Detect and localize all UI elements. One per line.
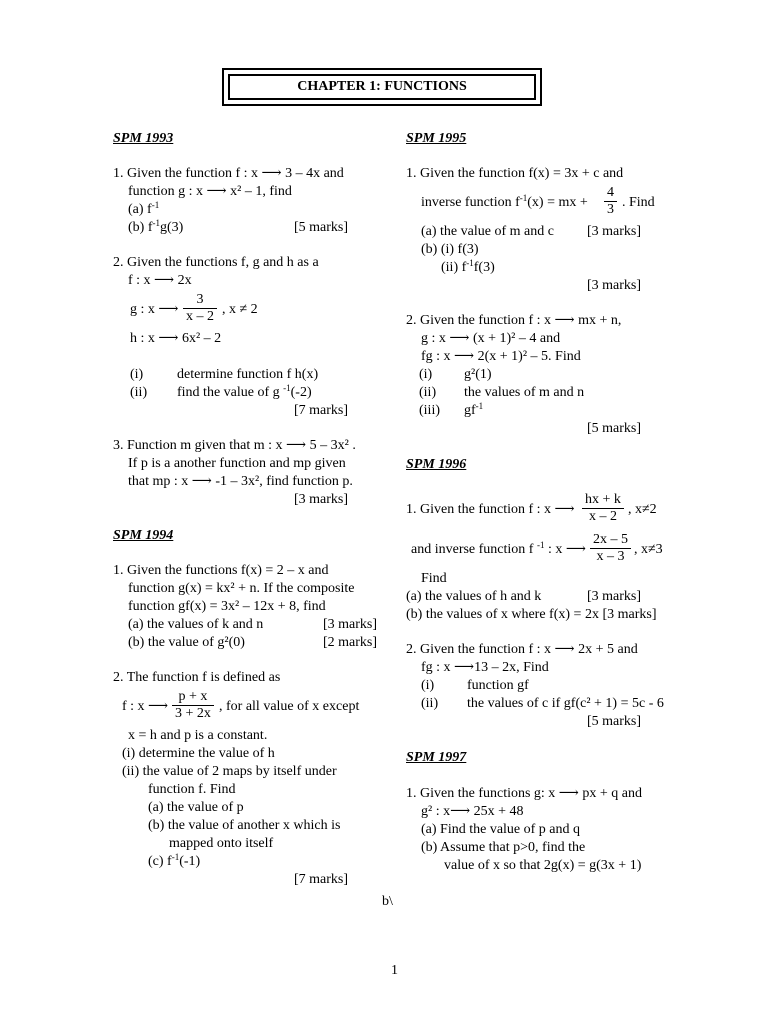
q1994-2-a: (a) the value of p xyxy=(148,800,244,815)
q1994-1-line2: function g(x) = kx² + n. If the composite xyxy=(128,581,355,596)
q1994-1-line1: 1. Given the functions f(x) = 2 – x and xyxy=(113,563,329,578)
q1993-2-ii-label: (ii) xyxy=(130,385,148,400)
heading-spm-1995: SPM 1995 xyxy=(406,131,467,146)
chapter-title-box xyxy=(222,68,542,106)
q1994-1-line3: function gf(x) = 3x² – 12x + 8, find xyxy=(128,599,326,614)
q1995-1-marks: [3 marks] xyxy=(587,278,642,293)
q1993-2-g-lhs: g : x ⟶ xyxy=(130,302,179,317)
q1995-2-line2: g : x ⟶ (x + 1)² – 4 and xyxy=(421,331,561,346)
q1996-1-fraction: $\frac{hx + k}{x - 2}$ xyxy=(582,492,624,525)
q1997-1-b-line2: value of x so that 2g(x) = g(3x + 1) xyxy=(444,858,642,873)
q1995-2-iii-label: (iii) xyxy=(419,403,440,418)
q1996-1-inv-fraction: $\frac{2x - 5}{x - 3}$ xyxy=(590,532,631,565)
q1994-2-line1: 2. The function f is defined as xyxy=(113,670,281,685)
q1994-2-f-fraction: $\frac{p + x}{3 + 2x}$ xyxy=(172,689,214,722)
q1996-1-inv-cond: , x≠3 xyxy=(634,542,663,557)
q1993-2-i-text: determine function f h(x) xyxy=(177,367,319,382)
q1993-1-b: (b) $f^{-1}g(3)$ xyxy=(128,218,184,235)
chapter-title: CHAPTER 1: FUNCTIONS xyxy=(228,74,536,100)
q1996-2-ii-text: the values of c if gf(c² + 1) = 5c - 6 xyxy=(467,696,664,711)
q1993-3-marks: [3 marks] xyxy=(294,492,349,507)
q1993-3-line2: If p is a another function and mp given xyxy=(128,456,346,471)
q1996-2-line2: fg : x ⟶13 – 2x, Find xyxy=(421,660,549,675)
q1997-1-line2: g² : x⟶ 25x + 48 xyxy=(421,804,524,819)
q1996-1-a: (a) the values of h and k xyxy=(406,589,542,604)
q1996-1-b: (b) the values of x where f(x) = 2x [3 marks] xyxy=(406,607,657,622)
q1994-2-ii: (ii) the value of 2 maps by itself under xyxy=(122,764,337,779)
q1993-1-a: (a) $f^{-1}$ xyxy=(128,200,160,217)
q1994-2-ii-line2: function f. Find xyxy=(148,782,236,797)
q1993-2-f-def: f : x ⟶ 2x xyxy=(128,273,192,288)
q1993-2-h-def: h : x ⟶ 6x² – 2 xyxy=(130,331,222,346)
q1994-2-line3: x = h and p is a constant. xyxy=(128,728,268,743)
q1997-1-a: (a) Find the value of p and q xyxy=(421,822,581,837)
q1995-1-line1: 1. Given the function f(x) = 3x + c and xyxy=(406,166,624,181)
q1995-2-line3: fg : x ⟶ 2(x + 1)² – 5. Find xyxy=(421,349,581,364)
q1996-2-line1: 2. Given the function f : x ⟶ 2x + 5 and xyxy=(406,642,638,657)
heading-spm-1993: SPM 1993 xyxy=(113,131,174,146)
q1995-1-a-marks: [3 marks] xyxy=(587,224,642,239)
q1994-2-i: (i) determine the value of h xyxy=(122,746,275,761)
q1994-2-f-lhs: f : x ⟶ xyxy=(122,699,169,714)
q1995-1-b2: (ii) $f^{-1}f(3)$ xyxy=(441,258,495,275)
q1997-1-line1: 1. Given the functions g: x ⟶ px + q and xyxy=(406,786,642,801)
q1993-1-line2: function g : x ⟶ x² – 1, find xyxy=(128,184,292,199)
q1995-1-line2a: inverse function $f^{-1}(x)$ = mx + xyxy=(421,193,588,210)
heading-spm-1996: SPM 1996 xyxy=(406,457,467,472)
q1993-2-g-cond: , x ≠ 2 xyxy=(222,302,258,317)
q1995-2-i-text: g²(1) xyxy=(464,367,492,382)
q1993-3-line1: 3. Function m given that m : x ⟶ 5 – 3x² . xyxy=(113,438,356,453)
heading-spm-1997: SPM 1997 xyxy=(406,750,467,765)
q1993-1-line1: 1. Given the function f : x ⟶ 3 – 4x and xyxy=(113,166,344,181)
q1996-2-marks: [5 marks] xyxy=(587,714,642,729)
q1996-1-lhs: 1. Given the function f : x ⟶ xyxy=(406,502,575,517)
q1995-2-i-label: (i) xyxy=(419,367,433,382)
stray-mark: b\ xyxy=(382,894,393,909)
q1996-2-i-label: (i) xyxy=(421,678,435,693)
q1993-2-i-label: (i) xyxy=(130,367,144,382)
q1996-1-inv-lhs: and inverse function f $^{-1}$ : x ⟶ xyxy=(411,540,586,557)
q1995-2-ii-label: (ii) xyxy=(419,385,437,400)
q1995-2-line1: 2. Given the function f : x ⟶ mx + n, xyxy=(406,313,622,328)
q1995-1-a: (a) the value of m and c xyxy=(421,224,554,239)
heading-spm-1994: SPM 1994 xyxy=(113,528,174,543)
q1993-1-marks: [5 marks] xyxy=(294,220,349,235)
q1994-2-f-tail: , for all value of x except xyxy=(219,699,360,714)
q1996-1-cond: , x≠2 xyxy=(628,502,657,517)
q1995-2-iii-text: $gf^{-1}$ xyxy=(464,401,484,418)
q1995-1-line2c: . Find xyxy=(622,195,655,210)
q1994-2-b: (b) the value of another x which is xyxy=(148,818,341,833)
q1995-1-b: (b) (i) f(3) xyxy=(421,242,479,257)
q1995-2-marks: [5 marks] xyxy=(587,421,642,436)
q1993-3-line3: that mp : x ⟶ -1 – 3x², find function p. xyxy=(128,474,353,489)
q1993-2-g-fraction: $\frac{3}{x - 2}$ xyxy=(183,292,217,325)
q1996-1-find: Find xyxy=(421,571,447,586)
q1994-1-a: (a) the values of k and n xyxy=(128,617,264,632)
q1996-1-a-marks: [3 marks] xyxy=(587,589,642,604)
q1996-2-ii-label: (ii) xyxy=(421,696,439,711)
q1997-1-b: (b) Assume that p>0, find the xyxy=(421,840,586,855)
q1993-2-ii-text: find the value of g $^{-1}$(-2) xyxy=(177,383,312,400)
q1994-1-a-marks: [3 marks] xyxy=(323,617,378,632)
q1994-1-b-marks: [2 marks] xyxy=(323,635,378,650)
q1994-2-marks: [7 marks] xyxy=(294,872,349,887)
q1995-2-ii-text: the values of m and n xyxy=(464,385,585,400)
q1996-2-i-text: function gf xyxy=(467,678,529,693)
page-number: 1 xyxy=(391,963,398,978)
q1994-1-b: (b) the value of g²(0) xyxy=(128,635,245,650)
q1994-2-c: (c) $f^{-1}(-1)$ xyxy=(148,852,201,869)
q1994-2-b-line2: mapped onto itself xyxy=(169,836,274,851)
q1993-2-marks: [7 marks] xyxy=(294,403,349,418)
q1995-1-fraction: $\frac{4}{3}$ xyxy=(604,185,617,218)
q1993-2-line1: 2. Given the functions f, g and h as a xyxy=(113,255,319,270)
